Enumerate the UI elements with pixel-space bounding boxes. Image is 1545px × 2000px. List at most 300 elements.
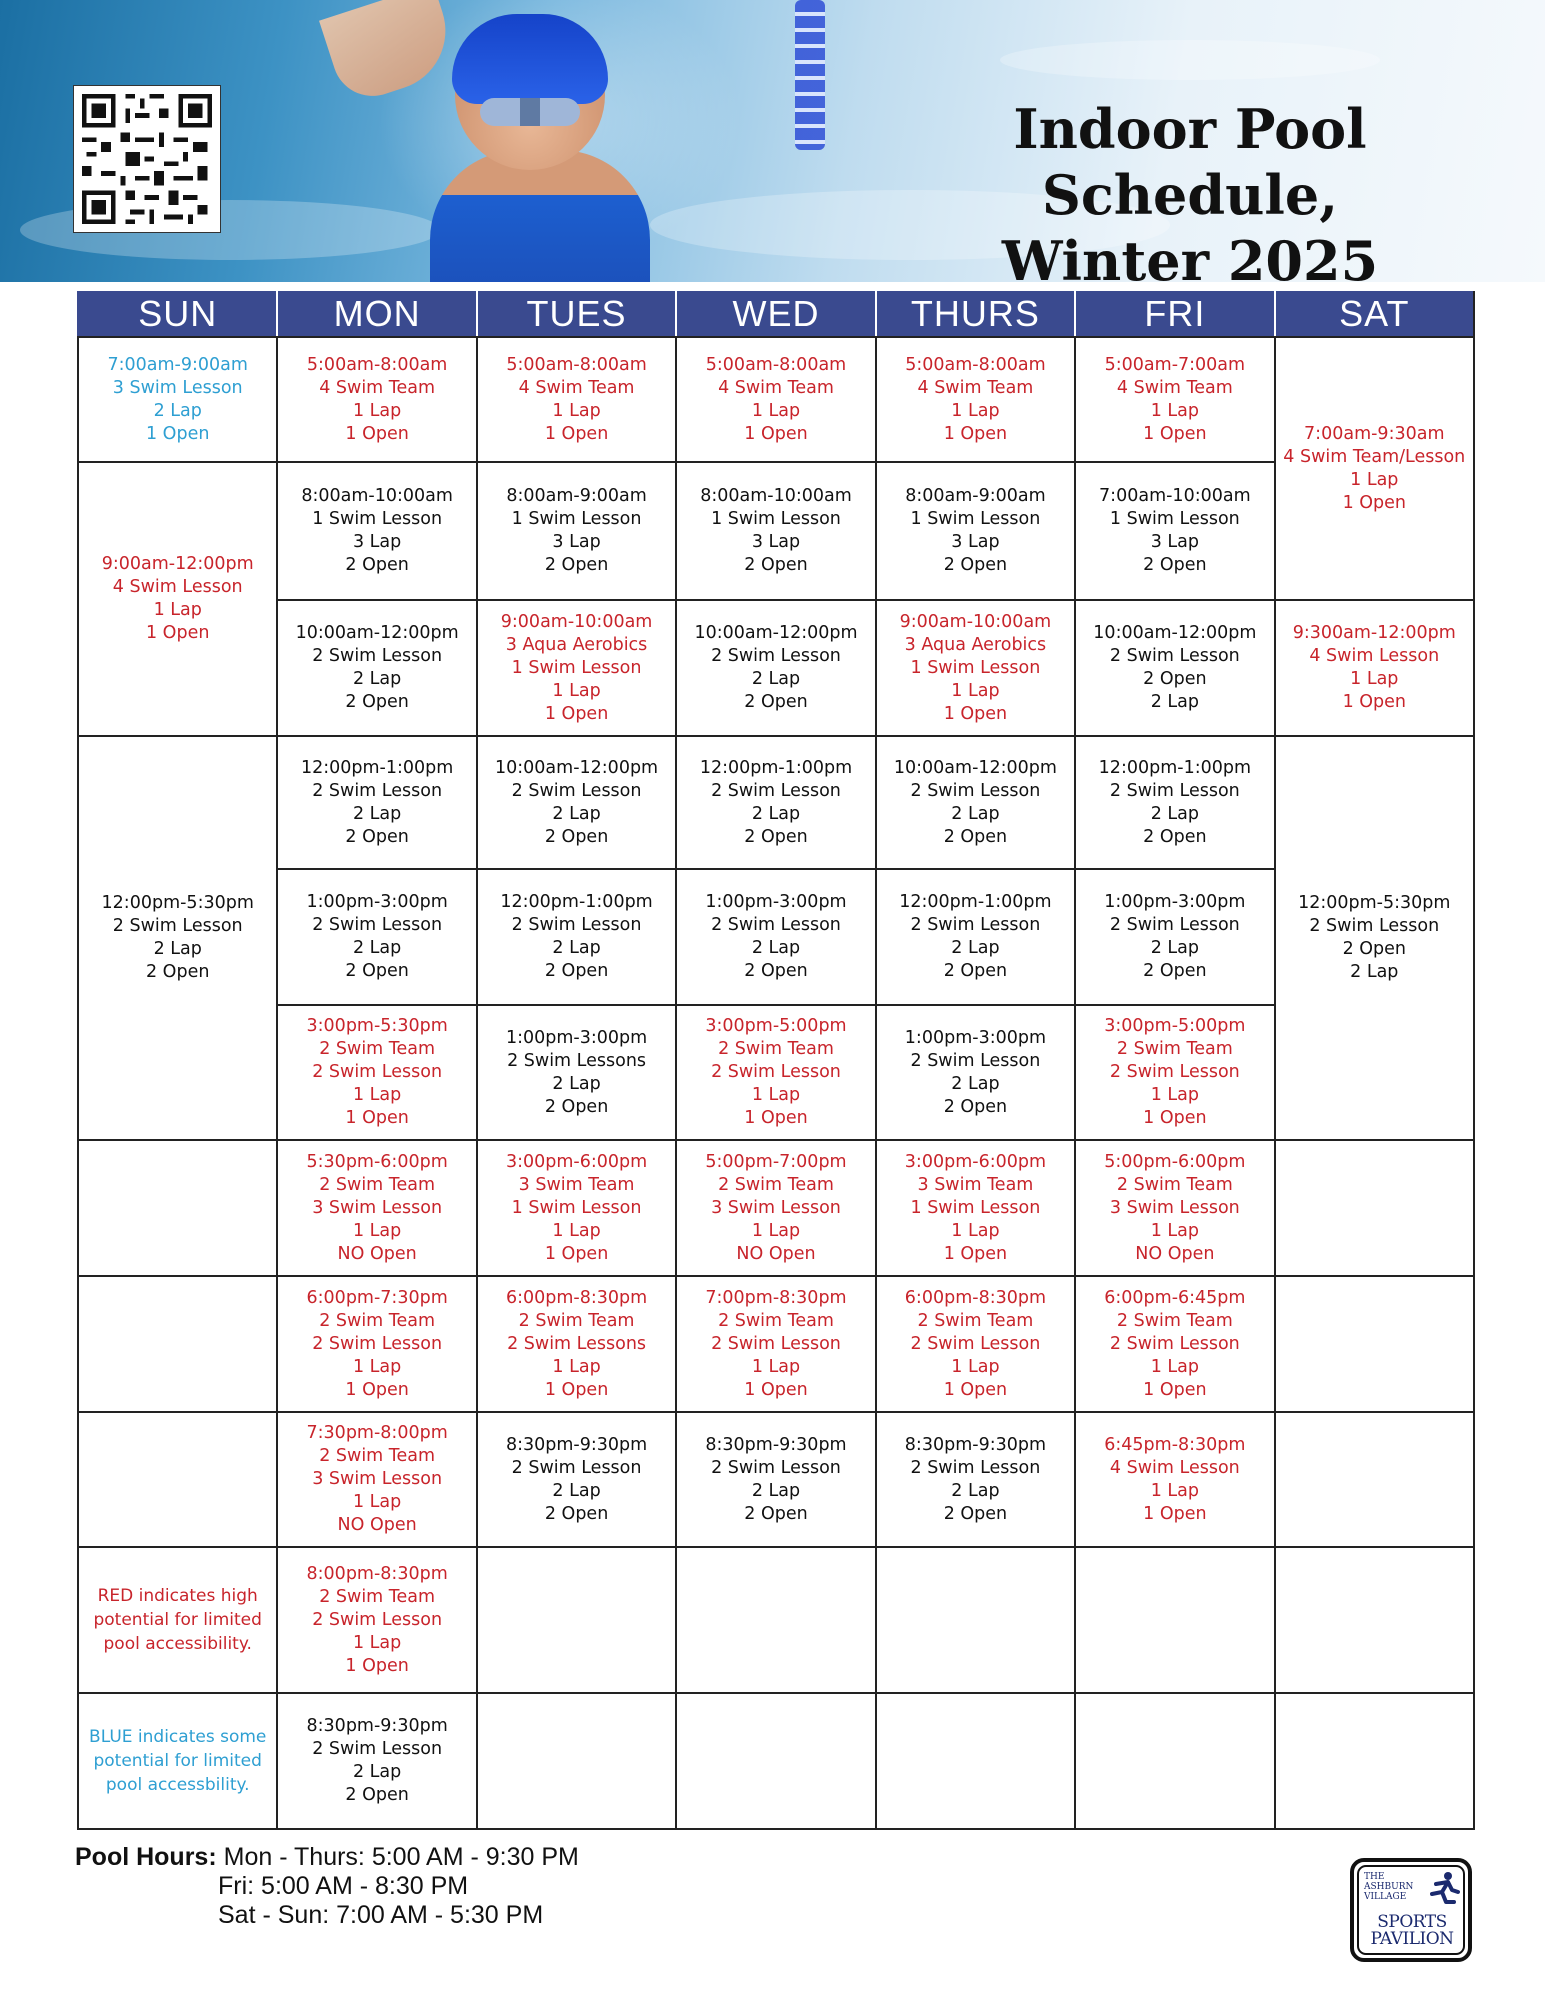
slot-detail: 2 Open xyxy=(1143,961,1207,981)
swim-cap-image xyxy=(452,14,608,104)
slot-time: 6:00pm-6:45pm xyxy=(1104,1287,1246,1308)
slot-detail: 2 Open xyxy=(744,961,808,981)
slot-detail: 2 Swim Team xyxy=(718,1174,834,1195)
slot-detail: 1 Swim Lesson xyxy=(312,509,443,529)
slot-detail: 2 Swim Lesson xyxy=(312,1062,443,1082)
slot-time: 12:00pm-1:00pm xyxy=(300,757,454,778)
slot-detail: 2 Swim Lesson xyxy=(312,1333,443,1354)
pool-hours xyxy=(75,1843,579,1930)
slot-detail: 2 Swim Lesson xyxy=(312,1739,443,1759)
schedule-slot xyxy=(476,1411,675,1546)
slot-time: 9:00am-10:00am xyxy=(500,611,653,632)
slot-detail: 3 Swim Team xyxy=(917,1174,1034,1195)
slot-detail: 2 Open xyxy=(1342,939,1406,959)
slot-detail: 1 Lap xyxy=(1150,400,1199,421)
slot-detail: 2 Open xyxy=(744,692,808,712)
qr-code-icon[interactable] xyxy=(74,86,220,232)
slot-time: 5:00am-8:00am xyxy=(705,354,847,375)
schedule-slot xyxy=(476,735,675,868)
slot-detail: 2 Swim Lesson xyxy=(312,1609,443,1630)
slot-detail: 2 Swim Team xyxy=(319,1174,436,1195)
slot-detail: 1 Lap xyxy=(951,1220,1000,1241)
slot-detail: 2 Swim Lesson xyxy=(511,1457,642,1478)
slot-detail: 2 Lap xyxy=(751,803,801,824)
schedule-slot xyxy=(675,1139,874,1275)
slot-time: 1:00pm-3:00pm xyxy=(505,1027,648,1048)
slot-time: 5:00pm-6:00pm xyxy=(1104,1151,1246,1172)
empty-slot xyxy=(1274,1692,1473,1828)
empty-slot xyxy=(1074,1546,1273,1692)
slot-detail: 1 Lap xyxy=(153,600,202,620)
slot-detail: 1 Open xyxy=(744,1379,808,1400)
legend-note xyxy=(77,1546,276,1692)
empty-slot xyxy=(675,1692,874,1828)
slot-detail: 3 Lap xyxy=(1150,532,1199,552)
slot-detail: 2 Lap xyxy=(951,803,1000,824)
slot-detail: 2 Swim Team xyxy=(718,1039,834,1059)
slot-detail: 2 Open xyxy=(345,555,409,575)
schedule-slot xyxy=(276,1139,475,1275)
slot-time: 8:30pm-9:30pm xyxy=(306,1716,448,1736)
slot-time: 8:00am-10:00am xyxy=(700,486,852,506)
empty-slot xyxy=(1274,1275,1473,1411)
schedule-slot xyxy=(875,1411,1074,1546)
schedule-slot xyxy=(276,735,475,868)
empty-slot xyxy=(77,1275,276,1411)
slot-time: 7:30pm-8:00pm xyxy=(306,1423,448,1443)
slot-time: 10:00am-12:00pm xyxy=(1093,623,1257,643)
schedule-slot xyxy=(276,1275,475,1411)
slot-detail: NO Open xyxy=(337,1243,417,1264)
slot-detail: 2 Swim Lesson xyxy=(711,1333,841,1354)
schedule-slot xyxy=(875,1004,1074,1139)
slot-detail: 1 Swim Lesson xyxy=(910,1197,1041,1218)
slot-detail: 1 Open xyxy=(1143,1503,1207,1524)
slot-detail: 2 Swim Team xyxy=(917,1310,1034,1331)
slot-detail: 1 Open xyxy=(345,423,409,444)
slot-time: 1:00pm-3:00pm xyxy=(306,892,448,912)
slot-time: 10:00am-12:00pm xyxy=(295,623,459,643)
slot-detail: 1 Lap xyxy=(352,400,402,421)
slot-detail: NO Open xyxy=(1135,1243,1215,1264)
slot-time: 5:30pm-6:00pm xyxy=(306,1151,448,1172)
slot-detail: 3 Swim Lesson xyxy=(112,377,243,398)
slot-detail: 4 Swim Team xyxy=(319,377,436,398)
slot-time: 3:00pm-5:30pm xyxy=(306,1016,448,1036)
slot-detail: 2 Open xyxy=(943,1096,1008,1117)
schedule-slot xyxy=(675,336,874,461)
slot-detail: 2 Open xyxy=(345,826,409,847)
slot-detail: 4 Swim Lesson xyxy=(1309,646,1440,666)
slot-detail: 1 Open xyxy=(943,1379,1008,1400)
day-header-sat: SAT xyxy=(1274,291,1473,336)
slot-detail: 1 Open xyxy=(345,1655,409,1676)
slot-time: 1:00pm-3:00pm xyxy=(904,1027,1047,1048)
slot-detail: 3 Lap xyxy=(352,532,402,552)
slot-detail: 2 Swim Lesson xyxy=(711,1457,841,1478)
slot-detail: 1 Lap xyxy=(552,1356,601,1377)
slot-time: 12:00pm-1:00pm xyxy=(899,892,1052,912)
slot-detail: 1 Open xyxy=(744,423,808,444)
slot-detail: 1 Swim Lesson xyxy=(910,509,1041,529)
header-banner xyxy=(0,0,1545,282)
schedule-slot xyxy=(1274,336,1473,599)
slot-time: 6:00pm-8:30pm xyxy=(505,1287,648,1308)
slot-detail: 1 Open xyxy=(345,1379,409,1400)
slot-detail: 1 Open xyxy=(1143,1108,1207,1128)
slot-detail: 4 Swim Lesson xyxy=(112,577,243,597)
slot-detail: 1 Open xyxy=(544,703,609,724)
slot-time: 3:00pm-5:00pm xyxy=(705,1016,847,1036)
slot-detail: 1 Lap xyxy=(552,1220,601,1241)
schedule-slot xyxy=(276,1546,475,1692)
slot-time: 5:00pm-7:00pm xyxy=(705,1151,847,1172)
empty-slot xyxy=(1074,1692,1273,1828)
slot-detail: 1 Open xyxy=(544,1379,609,1400)
slot-detail: 2 Swim Team xyxy=(1116,1039,1233,1059)
schedule-slot xyxy=(1074,599,1273,735)
slot-detail: 2 Lap xyxy=(1150,692,1199,712)
slot-detail: 2 Open xyxy=(544,1096,609,1117)
slot-time: 7:00am-9:30am xyxy=(1304,423,1445,444)
slot-detail: 2 Lap xyxy=(751,938,801,958)
pool-hours-label: Pool Hours: xyxy=(75,1843,217,1871)
schedule-slot xyxy=(875,735,1074,868)
slot-time: 5:00am-7:00am xyxy=(1104,354,1246,375)
slot-time: 7:00am-9:00am xyxy=(107,354,248,375)
slot-detail: 2 Lap xyxy=(552,1073,601,1094)
slot-detail: 2 Swim Lesson xyxy=(112,916,243,936)
empty-slot xyxy=(875,1546,1074,1692)
slot-detail: 2 Open xyxy=(544,961,609,981)
schedule-slot xyxy=(675,461,874,599)
slot-detail: 1 Lap xyxy=(1350,469,1399,490)
slot-detail: 2 Lap xyxy=(352,803,402,824)
slot-detail: 1 Lap xyxy=(1150,1480,1199,1501)
slot-time: 5:00am-8:00am xyxy=(506,354,647,375)
slot-detail: 2 Lap xyxy=(352,1762,402,1782)
slot-detail: 2 Swim Lessons xyxy=(507,1333,647,1354)
slot-detail: 1 Lap xyxy=(1150,1356,1199,1377)
empty-slot xyxy=(476,1692,675,1828)
slot-detail: 2 Open xyxy=(744,1503,808,1524)
slot-detail: 2 Open xyxy=(345,1785,409,1805)
slot-time: 6:00pm-7:30pm xyxy=(306,1287,448,1308)
slot-detail: 4 Swim Team xyxy=(1116,377,1233,398)
slot-detail: 2 Open xyxy=(943,961,1008,981)
day-header-mon: MON xyxy=(276,291,475,336)
swimmer-arm-image xyxy=(319,0,461,106)
slot-time: 12:00pm-1:00pm xyxy=(500,892,653,912)
day-header-thurs: THURS xyxy=(875,291,1074,336)
empty-slot xyxy=(1274,1139,1473,1275)
slot-detail: 1 Open xyxy=(544,423,609,444)
slot-detail: 2 Swim Lesson xyxy=(910,1333,1041,1354)
slot-detail: 1 Swim Lesson xyxy=(511,657,642,678)
slot-detail: 3 Aqua Aerobics xyxy=(505,634,648,655)
slot-time: 3:00pm-5:00pm xyxy=(1104,1016,1246,1036)
slot-detail: 2 Swim Lesson xyxy=(511,915,642,935)
slot-detail: 2 Swim Lesson xyxy=(711,646,841,666)
schedule-slot xyxy=(675,1275,874,1411)
day-header-sun: SUN xyxy=(77,291,276,336)
pool-hours-line: Mon - Thurs: 5:00 AM - 9:30 PM xyxy=(223,1843,579,1871)
slot-detail: 2 Lap xyxy=(751,669,801,689)
slot-time: 12:00pm-5:30pm xyxy=(101,893,254,913)
slot-detail: 1 Lap xyxy=(951,1356,1000,1377)
slot-detail: 4 Swim Team xyxy=(518,377,635,398)
slot-detail: 2 Lap xyxy=(751,1480,801,1501)
slot-time: 9:300am-12:00pm xyxy=(1292,623,1456,643)
slot-detail: 2 Swim Team xyxy=(319,1446,436,1466)
schedule-slot xyxy=(276,336,475,461)
slot-detail: 1 Swim Lesson xyxy=(511,509,642,529)
slot-detail: 2 Open xyxy=(943,826,1008,847)
slot-detail: 1 Lap xyxy=(352,1632,402,1653)
slot-detail: 1 Swim Lesson xyxy=(711,509,841,529)
slot-time: 1:00pm-3:00pm xyxy=(1104,892,1246,912)
schedule-slot xyxy=(276,868,475,1004)
slot-detail: 1 Open xyxy=(145,623,210,643)
slot-detail: 2 Swim Lesson xyxy=(910,780,1041,801)
slot-detail: 3 Lap xyxy=(552,532,601,552)
slot-detail: 1 Open xyxy=(145,423,210,444)
schedule-slot xyxy=(675,868,874,1004)
schedule-slot xyxy=(1074,735,1273,868)
empty-slot xyxy=(1274,1411,1473,1546)
schedule-slot xyxy=(1074,1275,1273,1411)
pool-hours-line: Fri: 5:00 AM - 8:30 PM xyxy=(218,1872,469,1900)
slot-detail: 2 Swim Lesson xyxy=(1109,646,1240,666)
slot-detail: 1 Open xyxy=(943,423,1008,444)
slot-detail: 2 Lap xyxy=(1150,803,1199,824)
slot-detail: BLUE indicates some potential for limited pool accessbility. xyxy=(89,1727,267,1795)
slot-detail: 1 Open xyxy=(544,1243,609,1264)
slot-time: 9:00am-10:00am xyxy=(899,611,1052,632)
slot-detail: 4 Swim Team xyxy=(718,377,834,398)
schedule-slot xyxy=(875,599,1074,735)
schedule-table xyxy=(77,291,1475,1830)
slot-detail: 4 Swim Team xyxy=(917,377,1034,398)
slot-time: 8:00am-9:00am xyxy=(905,486,1046,506)
slot-time: 8:30pm-9:30pm xyxy=(505,1434,648,1455)
schedule-slot xyxy=(1074,336,1273,461)
slot-detail: 2 Open xyxy=(345,961,409,981)
slot-detail: 2 Swim Lesson xyxy=(312,780,443,801)
slot-detail: 2 Lap xyxy=(951,1480,1000,1501)
slot-detail: 1 Lap xyxy=(1150,1085,1199,1105)
slot-detail: 1 Swim Lesson xyxy=(1109,509,1240,529)
slot-time: 10:00am-12:00pm xyxy=(495,757,659,778)
slot-detail: 1 Lap xyxy=(552,680,601,701)
slot-detail: 2 Swim Lesson xyxy=(1109,780,1240,801)
slot-detail: 4 Swim Team/Lesson xyxy=(1283,446,1466,467)
schedule-slot xyxy=(1274,735,1473,1139)
schedule-slot xyxy=(476,336,675,461)
slot-detail: 2 Swim Team xyxy=(1116,1310,1233,1331)
slot-detail: 1 Swim Lesson xyxy=(511,1197,642,1218)
slot-detail: 2 Lap xyxy=(951,938,1000,958)
schedule-slot xyxy=(675,599,874,735)
slot-detail: 2 Lap xyxy=(153,400,202,421)
slot-detail: 1 Lap xyxy=(352,1492,402,1512)
legend-note xyxy=(77,1692,276,1828)
slot-detail: 2 Lap xyxy=(552,803,601,824)
skater-icon xyxy=(1426,1870,1460,1906)
slot-detail: 2 Swim Lesson xyxy=(511,780,642,801)
slot-detail: 3 Lap xyxy=(751,532,801,552)
slot-detail: 1 Open xyxy=(1143,423,1207,444)
slot-time: 10:00am-12:00pm xyxy=(893,757,1057,778)
empty-slot xyxy=(675,1546,874,1692)
slot-detail: 3 Swim Lesson xyxy=(1109,1197,1240,1218)
schedule-slot xyxy=(476,1004,675,1139)
empty-slot xyxy=(77,1411,276,1546)
slot-time: 3:00pm-6:00pm xyxy=(505,1151,648,1172)
slot-detail: RED indicates high potential for limited pool accessibility. xyxy=(93,1586,262,1654)
slot-detail: 2 Open xyxy=(1143,555,1207,575)
empty-slot xyxy=(1274,1546,1473,1692)
slot-detail: 2 Open xyxy=(544,1503,609,1524)
slot-time: 7:00pm-8:30pm xyxy=(705,1287,847,1308)
slot-detail: 3 Swim Team xyxy=(518,1174,635,1195)
slot-detail: 3 Swim Lesson xyxy=(312,1469,443,1489)
slot-time: 6:00pm-8:30pm xyxy=(904,1287,1047,1308)
slot-detail: 2 Swim Team xyxy=(518,1310,635,1331)
day-header-wed: WED xyxy=(675,291,874,336)
slot-time: 7:00am-10:00am xyxy=(1099,486,1251,506)
slot-detail: 2 Swim Lessons xyxy=(507,1050,647,1071)
slot-time: 8:00am-9:00am xyxy=(506,486,647,506)
schedule-slot xyxy=(77,336,276,461)
slot-detail: 1 Lap xyxy=(951,400,1000,421)
schedule-slot xyxy=(1074,461,1273,599)
schedule-slot xyxy=(476,868,675,1004)
slot-time: 10:00am-12:00pm xyxy=(694,623,858,643)
slot-time: 3:00pm-6:00pm xyxy=(904,1151,1047,1172)
goggles-image xyxy=(480,98,580,126)
schedule-slot xyxy=(1074,1004,1273,1139)
slot-time: 1:00pm-3:00pm xyxy=(705,892,847,912)
slot-detail: 2 Lap xyxy=(352,669,402,689)
schedule-slot xyxy=(476,461,675,599)
slot-detail: NO Open xyxy=(736,1243,816,1264)
slot-detail: 1 Open xyxy=(943,703,1008,724)
schedule-slot xyxy=(675,1411,874,1546)
schedule-slot xyxy=(1074,1139,1273,1275)
slot-detail: 3 Lap xyxy=(951,532,1000,552)
slot-detail: 1 Lap xyxy=(552,400,601,421)
slot-time: 6:45pm-8:30pm xyxy=(1104,1434,1246,1455)
slot-time: 5:00am-8:00am xyxy=(306,354,448,375)
slot-detail: 2 Swim Team xyxy=(1116,1174,1233,1195)
schedule-slot xyxy=(675,735,874,868)
slot-detail: 1 Open xyxy=(943,1243,1008,1264)
schedule-slot xyxy=(276,1692,475,1828)
schedule-slot xyxy=(1274,599,1473,735)
day-header-fri: FRI xyxy=(1074,291,1273,336)
slot-detail: 2 Swim Lesson xyxy=(1109,1062,1240,1082)
schedule-slot xyxy=(875,1275,1074,1411)
slot-detail: 2 Swim Team xyxy=(319,1039,436,1059)
slot-detail: 1 Lap xyxy=(352,1085,402,1105)
swimmer-body-image xyxy=(430,150,650,282)
schedule-slot xyxy=(276,1411,475,1546)
slot-detail: 2 Swim Lesson xyxy=(910,1050,1041,1071)
schedule-slot xyxy=(875,868,1074,1004)
slot-detail: 1 Lap xyxy=(751,1220,801,1241)
slot-detail: 1 Open xyxy=(345,1108,409,1128)
lane-rope-image xyxy=(795,0,825,150)
slot-detail: 2 Swim Lesson xyxy=(711,780,841,801)
slot-detail: 1 Lap xyxy=(352,1356,402,1377)
slot-detail: 3 Swim Lesson xyxy=(312,1197,443,1218)
schedule-slot xyxy=(476,1275,675,1411)
slot-detail: 2 Swim Lesson xyxy=(711,915,841,935)
slot-time: 8:30pm-9:30pm xyxy=(705,1434,847,1455)
schedule-slot xyxy=(77,735,276,1139)
slot-detail: 1 Lap xyxy=(751,400,801,421)
slot-detail: 2 Open xyxy=(744,826,808,847)
slot-detail: 1 Lap xyxy=(1150,1220,1199,1241)
slot-detail: 4 Swim Lesson xyxy=(1109,1457,1240,1478)
sports-pavilion-logo: THE ASHBURN VILLAGE SPORTS PAVILION xyxy=(1350,1858,1472,1962)
slot-time: 12:00pm-1:00pm xyxy=(1098,757,1252,778)
empty-slot xyxy=(77,1139,276,1275)
slot-detail: 1 Lap xyxy=(1350,669,1399,689)
slot-detail: 1 Lap xyxy=(352,1220,402,1241)
slot-detail: 2 Lap xyxy=(153,939,202,959)
slot-time: 12:00pm-5:30pm xyxy=(1298,893,1451,913)
slot-detail: 3 Aqua Aerobics xyxy=(904,634,1047,655)
slot-detail: 2 Swim Team xyxy=(319,1310,436,1331)
slot-detail: 2 Swim Lesson xyxy=(910,1457,1041,1478)
slot-detail: 1 Lap xyxy=(951,680,1000,701)
slot-detail: 1 Open xyxy=(744,1108,808,1128)
slot-time: 12:00pm-1:00pm xyxy=(699,757,853,778)
slot-detail: NO Open xyxy=(337,1515,417,1535)
slot-detail: 1 Open xyxy=(1342,692,1406,712)
schedule-slot xyxy=(476,1139,675,1275)
schedule-slot xyxy=(276,599,475,735)
schedule-slot xyxy=(875,461,1074,599)
day-header-tues: TUES xyxy=(476,291,675,336)
slot-detail: 2 Swim Lesson xyxy=(1309,916,1440,936)
slot-detail: 2 Lap xyxy=(951,1073,1000,1094)
slot-detail: 1 Swim Lesson xyxy=(910,657,1041,678)
slot-detail: 2 Lap xyxy=(1150,938,1199,958)
schedule-slot xyxy=(1074,868,1273,1004)
empty-slot xyxy=(875,1692,1074,1828)
slot-detail: 2 Lap xyxy=(352,938,402,958)
slot-detail: 1 Lap xyxy=(751,1085,801,1105)
page-title: Indoor Pool Schedule, Winter 2025 xyxy=(1001,97,1379,282)
slot-detail: 2 Open xyxy=(544,555,609,575)
slot-detail: 2 Swim Lesson xyxy=(312,646,443,666)
schedule-slot xyxy=(276,461,475,599)
slot-detail: 2 Open xyxy=(345,692,409,712)
schedule-slot xyxy=(875,1139,1074,1275)
slot-detail: 3 Swim Lesson xyxy=(711,1197,841,1218)
slot-detail: 2 Open xyxy=(145,962,210,982)
slot-detail: 1 Lap xyxy=(751,1356,801,1377)
slot-detail: 2 Swim Lesson xyxy=(910,915,1041,935)
pool-hours-line: Sat - Sun: 7:00 AM - 5:30 PM xyxy=(218,1901,544,1929)
schedule-slot xyxy=(276,1004,475,1139)
slot-detail: 2 Lap xyxy=(552,938,601,958)
schedule-slot xyxy=(875,336,1074,461)
slot-detail: 2 Swim Lesson xyxy=(1109,915,1240,935)
